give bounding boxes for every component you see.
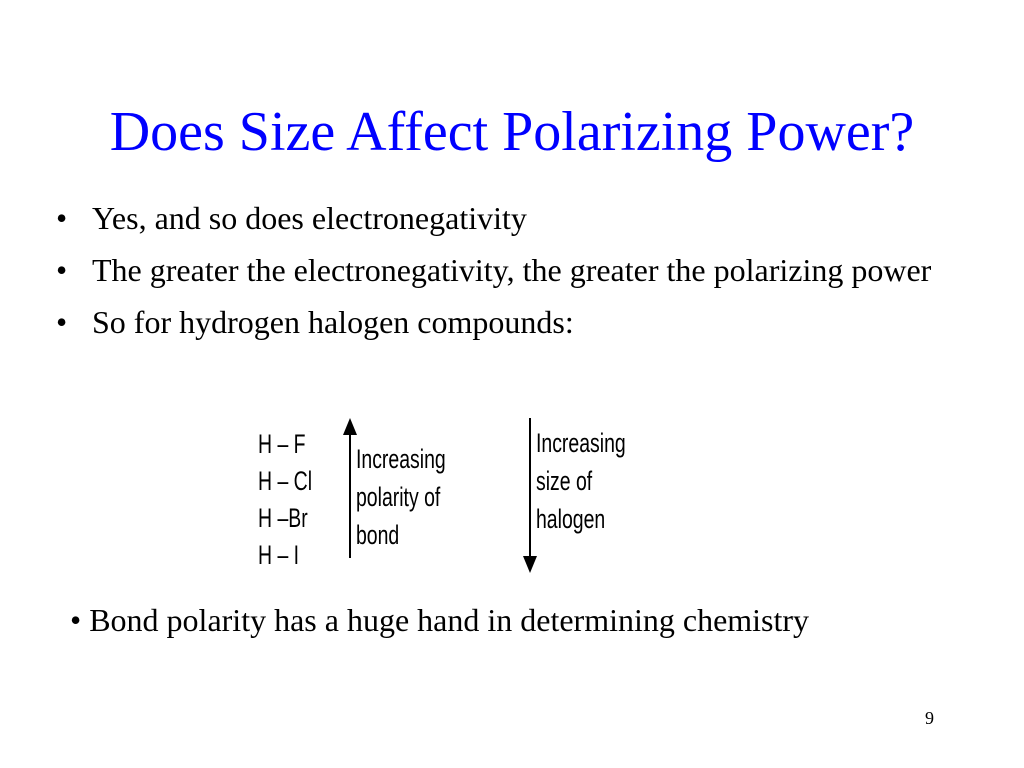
polarity-label [356, 440, 446, 554]
compound-hbr: H –Br [258, 503, 308, 533]
compound-hcl: H – Cl [258, 466, 313, 496]
bottom-bullet-text: Bond polarity has a huge hand in determining chemistry [89, 602, 810, 638]
polarity-label-line: bond [356, 520, 400, 550]
compound-hi: H – I [258, 540, 300, 570]
halogen-trend-figure [258, 418, 658, 574]
bullet-text: So for hydrogen halogen compounds: [92, 304, 574, 340]
bullet-list [56, 198, 956, 354]
bullet-text: Yes, and so does electronegativity [92, 200, 527, 236]
compound-hf: H – F [258, 429, 306, 459]
up-arrow-icon [343, 418, 357, 435]
bullet-item [56, 302, 956, 342]
bullet-marker: • [70, 602, 82, 638]
polarity-label-line: Increasing [356, 444, 446, 474]
bottom-bullet [70, 600, 950, 640]
size-label [536, 424, 626, 538]
bullet-item [56, 250, 956, 290]
bullet-marker: • [56, 200, 68, 236]
down-arrow-icon [523, 556, 537, 573]
size-label-line: Increasing [536, 428, 626, 458]
bullet-marker: • [56, 252, 68, 288]
slide-title: Does Size Affect Polarizing Power? [109, 101, 915, 163]
size-label-line: halogen [536, 504, 606, 534]
bullet-text: The greater the electronegativity, the greater the polarizing power [92, 252, 932, 288]
polarity-label-line: polarity of [356, 482, 441, 512]
bullet-marker: • [56, 304, 68, 340]
page-number: 9 [925, 708, 934, 728]
bullet-item [56, 198, 956, 238]
size-label-line: size of [536, 466, 593, 496]
